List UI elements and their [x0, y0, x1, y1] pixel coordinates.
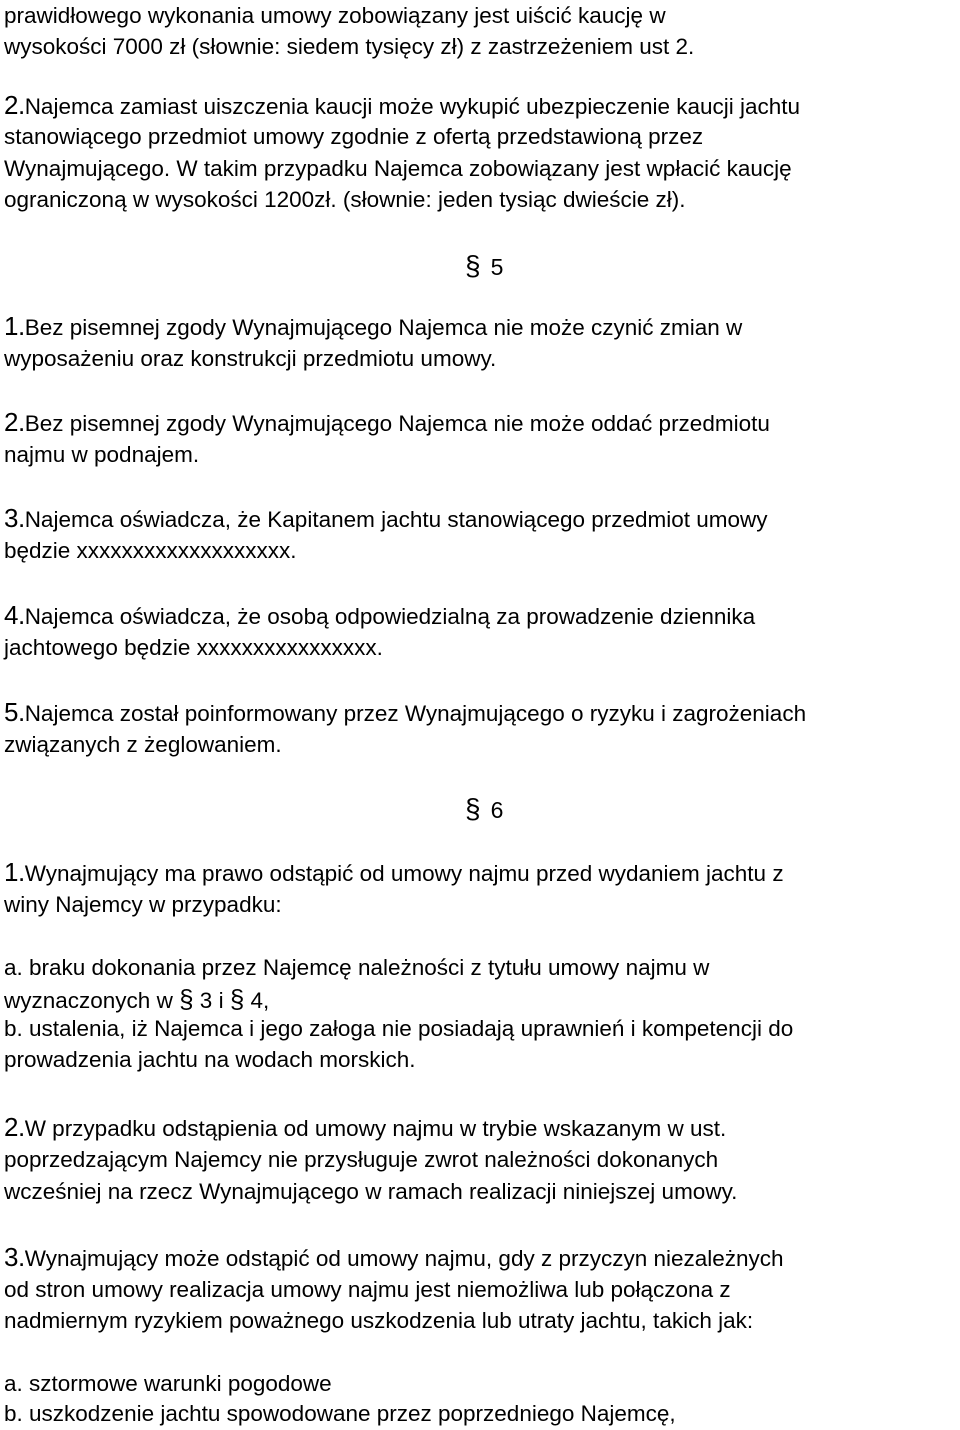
- list-item: b. uszkodzenie jachtu spowodowane przez poprzedniego Najemcę,: [4, 1401, 676, 1426]
- list-item: prowadzenia jachtu na wodach morskich.: [4, 1047, 416, 1072]
- clause-line: wcześniej na rzecz Wynajmującego w ramach realizacji niniejszej umowy.: [4, 1179, 738, 1204]
- clause-line: 5.Najemca został poinformowany przez Wynajmującego o ryzyku i zagrożeniach: [4, 697, 807, 727]
- clause-line: poprzedzającym Najemcy nie przysługuje zwrot należności dokonanych: [4, 1147, 719, 1172]
- clause-line: 3.Najemca oświadcza, że Kapitanem jachtu stanowiącego przedmiot umowy: [4, 503, 768, 533]
- clause-number: 3.: [4, 503, 25, 533]
- clause-line: winy Najemcy w przypadku:: [4, 892, 282, 917]
- section-heading-6: § 6: [465, 793, 504, 824]
- clause-number: 1.: [4, 857, 25, 887]
- clause-number: 1.: [4, 311, 25, 341]
- clause-line: związanych z żeglowaniem.: [4, 732, 282, 757]
- clause-line: od stron umowy realizacja umowy najmu jest niemożliwa lub połączona z: [4, 1277, 731, 1302]
- clause-line: 4.Najemca oświadcza, że osobą odpowiedzialną za prowadzenie dziennika: [4, 600, 756, 630]
- clause-line: 2.Bez pisemnej zgody Wynajmującego Najemca nie może oddać przedmiotu: [4, 407, 770, 437]
- clause-2-line: stanowiącego przedmiot umowy zgodnie z ofertą przedstawioną przez: [4, 124, 704, 149]
- clause-number: 5.: [4, 697, 25, 727]
- clause-line: wyposażeniu oraz konstrukcji przedmiotu umowy.: [4, 346, 497, 371]
- section-symbol: §: [465, 793, 481, 824]
- list-item: a. sztormowe warunki pogodowe: [4, 1371, 332, 1396]
- section-symbol: §: [179, 984, 194, 1014]
- section-heading-5: § 5: [465, 250, 504, 281]
- clause-number: 4.: [4, 600, 25, 630]
- paragraph-line: prawidłowego wykonania umowy zobowiązany jest uiścić kaucję w: [4, 3, 666, 28]
- clause-line: 1.Wynajmujący ma prawo odstąpić od umowy najmu przed wydaniem jachtu z: [4, 857, 784, 887]
- list-item: b. ustalenia, iż Najemca i jego załoga nie posiadają uprawnień i kompetencji do: [4, 1016, 794, 1041]
- clause-line: 2.W przypadku odstąpienia od umowy najmu w trybie wskazanym w ust.: [4, 1112, 727, 1142]
- clause-2-line: ograniczoną w wysokości 1200zł. (słownie: jeden tysiąc dwieście zł).: [4, 187, 686, 212]
- clause-line: jachtowego będzie xxxxxxxxxxxxxxxx.: [4, 635, 383, 660]
- clause-number: 3.: [4, 1242, 25, 1272]
- clause-line: 3.Wynajmujący może odstąpić od umowy najmu, gdy z przyczyn niezależnych: [4, 1242, 784, 1272]
- paragraph-line: wysokości 7000 zł (słownie: siedem tysięcy zł) z zastrzeżeniem ust 2.: [4, 34, 695, 59]
- clause-2-line: 2.Najemca zamiast uiszczenia kaucji może wykupić ubezpieczenie kaucji jachtu: [4, 90, 801, 120]
- list-item: a. braku dokonania przez Najemcę należności z tytułu umowy najmu w: [4, 955, 710, 980]
- clause-number: 2.: [4, 407, 25, 437]
- clause-line: nadmiernym ryzykiem poważnego uszkodzenia lub utraty jachtu, takich jak:: [4, 1308, 754, 1333]
- clause-2-line: Wynajmującego. W takim przypadku Najemca zobowiązany jest wpłacić kaucję: [4, 156, 792, 181]
- clause-line: najmu w podnajem.: [4, 442, 200, 467]
- clause-line: 1.Bez pisemnej zgody Wynajmującego Najemca nie może czynić zmian w: [4, 311, 743, 341]
- section-symbol: §: [229, 984, 245, 1014]
- clause-line: będzie xxxxxxxxxxxxxxxxxxx.: [4, 538, 297, 563]
- section-symbol: §: [465, 250, 481, 281]
- clause-number: 2.: [4, 90, 25, 120]
- clause-number: 2.: [4, 1112, 25, 1142]
- list-item: wyznaczonych w § 3 i § 4,: [4, 984, 270, 1014]
